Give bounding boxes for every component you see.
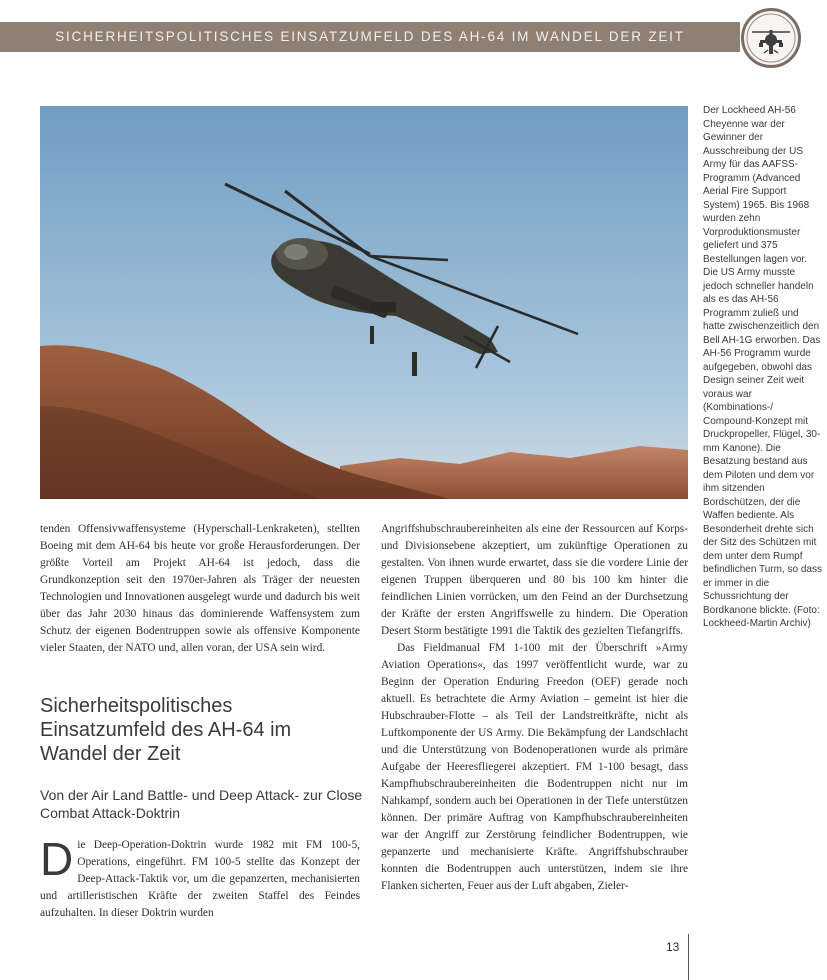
right-column bbox=[381, 521, 688, 895]
left-paragraph-text: tenden Offensivwaffensysteme (Hyperschall-Lenkraketen), stellten Boeing mit dem AH-64 bis heute vor große Herausforderungen. Der größte Vorteil am Projekt AH-64 ist jedoch, dass die Grundkonzeption seit den 1970er-Jahren als Träger der neuesten Technologien und Innovationen ausgelegt wurde und dadurch bis weit über das Jahr 2030 hinaus das dominierende Waffensystem zum Schutz der eigenen Bodentruppen sowie als offensive Komponente vieler Staaten, der NATO und, allen voran, der USA sein wird. bbox=[40, 523, 360, 654]
intro-paragraph bbox=[40, 833, 360, 922]
page-number-rule bbox=[688, 934, 689, 980]
helicopter-emblem-icon bbox=[741, 8, 801, 68]
photo-caption: Der Lockheed AH-56 Cheyenne war der Gewinner der Ausschreibung der US Army für das AAFSS-Programm (Advanced Aerial Fire Support System) 1965. Bis 1968 wurden zehn Vorproduktionsmuster geliefert und 375 Bestellungen lagen vor. Die US Army musste jedoch schneller handeln als es das AH-56 Programm zuließ und hatte zwischenzeitlich den Bell AH-1G erworben. Das AH-56 Programm wurde aufgegeben, obwohl das Design seiner Zeit weit voraus war (Kombinations-/ Compound-Konzept mit Druckpropeller, Flügel, 30-mm Kanone). Die Besatzung bestand aus dem Piloten und dem vor ihm sitzenden Bordschützen, der die Waffen bediente. Als Besonderheit drehte sich der Sitz des Schützen mit dem unter dem Rumpf befindlichen Turm, so dass er immer in die Schussrichtung der Bordkanone blickte. (Foto: Lockheed-Martin Archiv) bbox=[703, 105, 822, 629]
running-header-bar bbox=[0, 22, 740, 52]
left-column-paragraph bbox=[40, 521, 360, 657]
intro-text: ie Deep-Operation-Doktrin wurde 1982 mit FM 100-5, Operations, eingeführt. FM 100-5 stellte das Konzept der Deep-Attack-Taktik vor, um die gepanzerten, mechanisierten und artilleristischen Kräfte der zweiten Staffel des Feindes aufzuhalten. In dieser Doktrin wurden bbox=[40, 839, 360, 919]
section-subheading: Von der Air Land Battle- und Deep Attack- zur Close Combat Attack-Doktrin bbox=[40, 787, 363, 821]
running-header-title: SICHERHEITSPOLITISCHES EINSATZUMFELD DES AH-64 IM WANDEL DER ZEIT bbox=[55, 29, 685, 44]
page-number: 13 bbox=[666, 940, 680, 954]
right-paragraph-2: Das Fieldmanual FM 1-100 mit der Überschrift »Army Aviation Operations«, das 1997 veröffentlicht wurde, war zu Beginn der Operation Enduring Freedon (OEF) gerade noch aktuell. Es betrachtete die Army Aviation – gemeint ist hier die Hubschrauber-Flotte – als Teil der Landstreitkräfte, nicht als Luftkomponente der US Army. Die Bekämpfung der Landschlacht und die Unterstützung von Bodenoperationen wurde als primäre Aufgabe der Heeresfliegerei akzeptiert. FM 1-100 besagt, dass Kampfhubschraubereinheiten die Bodentruppen nicht nur im Nahkampf, sondern auch bei Operationen in der Tiefe unterstützen können. Der primäre Auftrag von Kampfhubschraubereinheiten war der Angriff zur Zerstörung feindlicher Bodentruppen, wie gepanzerte und mechanisierte Kräfte. Angriffshubschrauber konnten die Bodentruppen auch unterstützen, indem sie ihre Flanken sicherten, Feuer aus der Luft abgaben, Zieler- bbox=[381, 642, 688, 892]
section-heading: Sicherheitspolitisches Einsatzumfeld des AH-64 im Wandel der Zeit bbox=[40, 695, 292, 765]
drop-cap: D bbox=[40, 833, 74, 885]
helicopter-photo bbox=[40, 106, 688, 499]
right-paragraph-1: Angriffshubschraubereinheiten als eine der Ressourcen auf Korps- und Divisionsebene akzeptiert, um zukünftige Operationen zu gestalten. Von ihnen wurde erwartet, dass sie die vordere Linie der eigenen Truppen überqueren und 80 bis 100 km hinter die feindlichen Linien vorrücken, um den Feind an der Durchsetzung der Kräfte der ersten Angriffswelle zu hindern. Die Operation Desert Storm bestätigte 1991 die Taktik des gezielten Tiefangriffs. bbox=[381, 523, 688, 637]
